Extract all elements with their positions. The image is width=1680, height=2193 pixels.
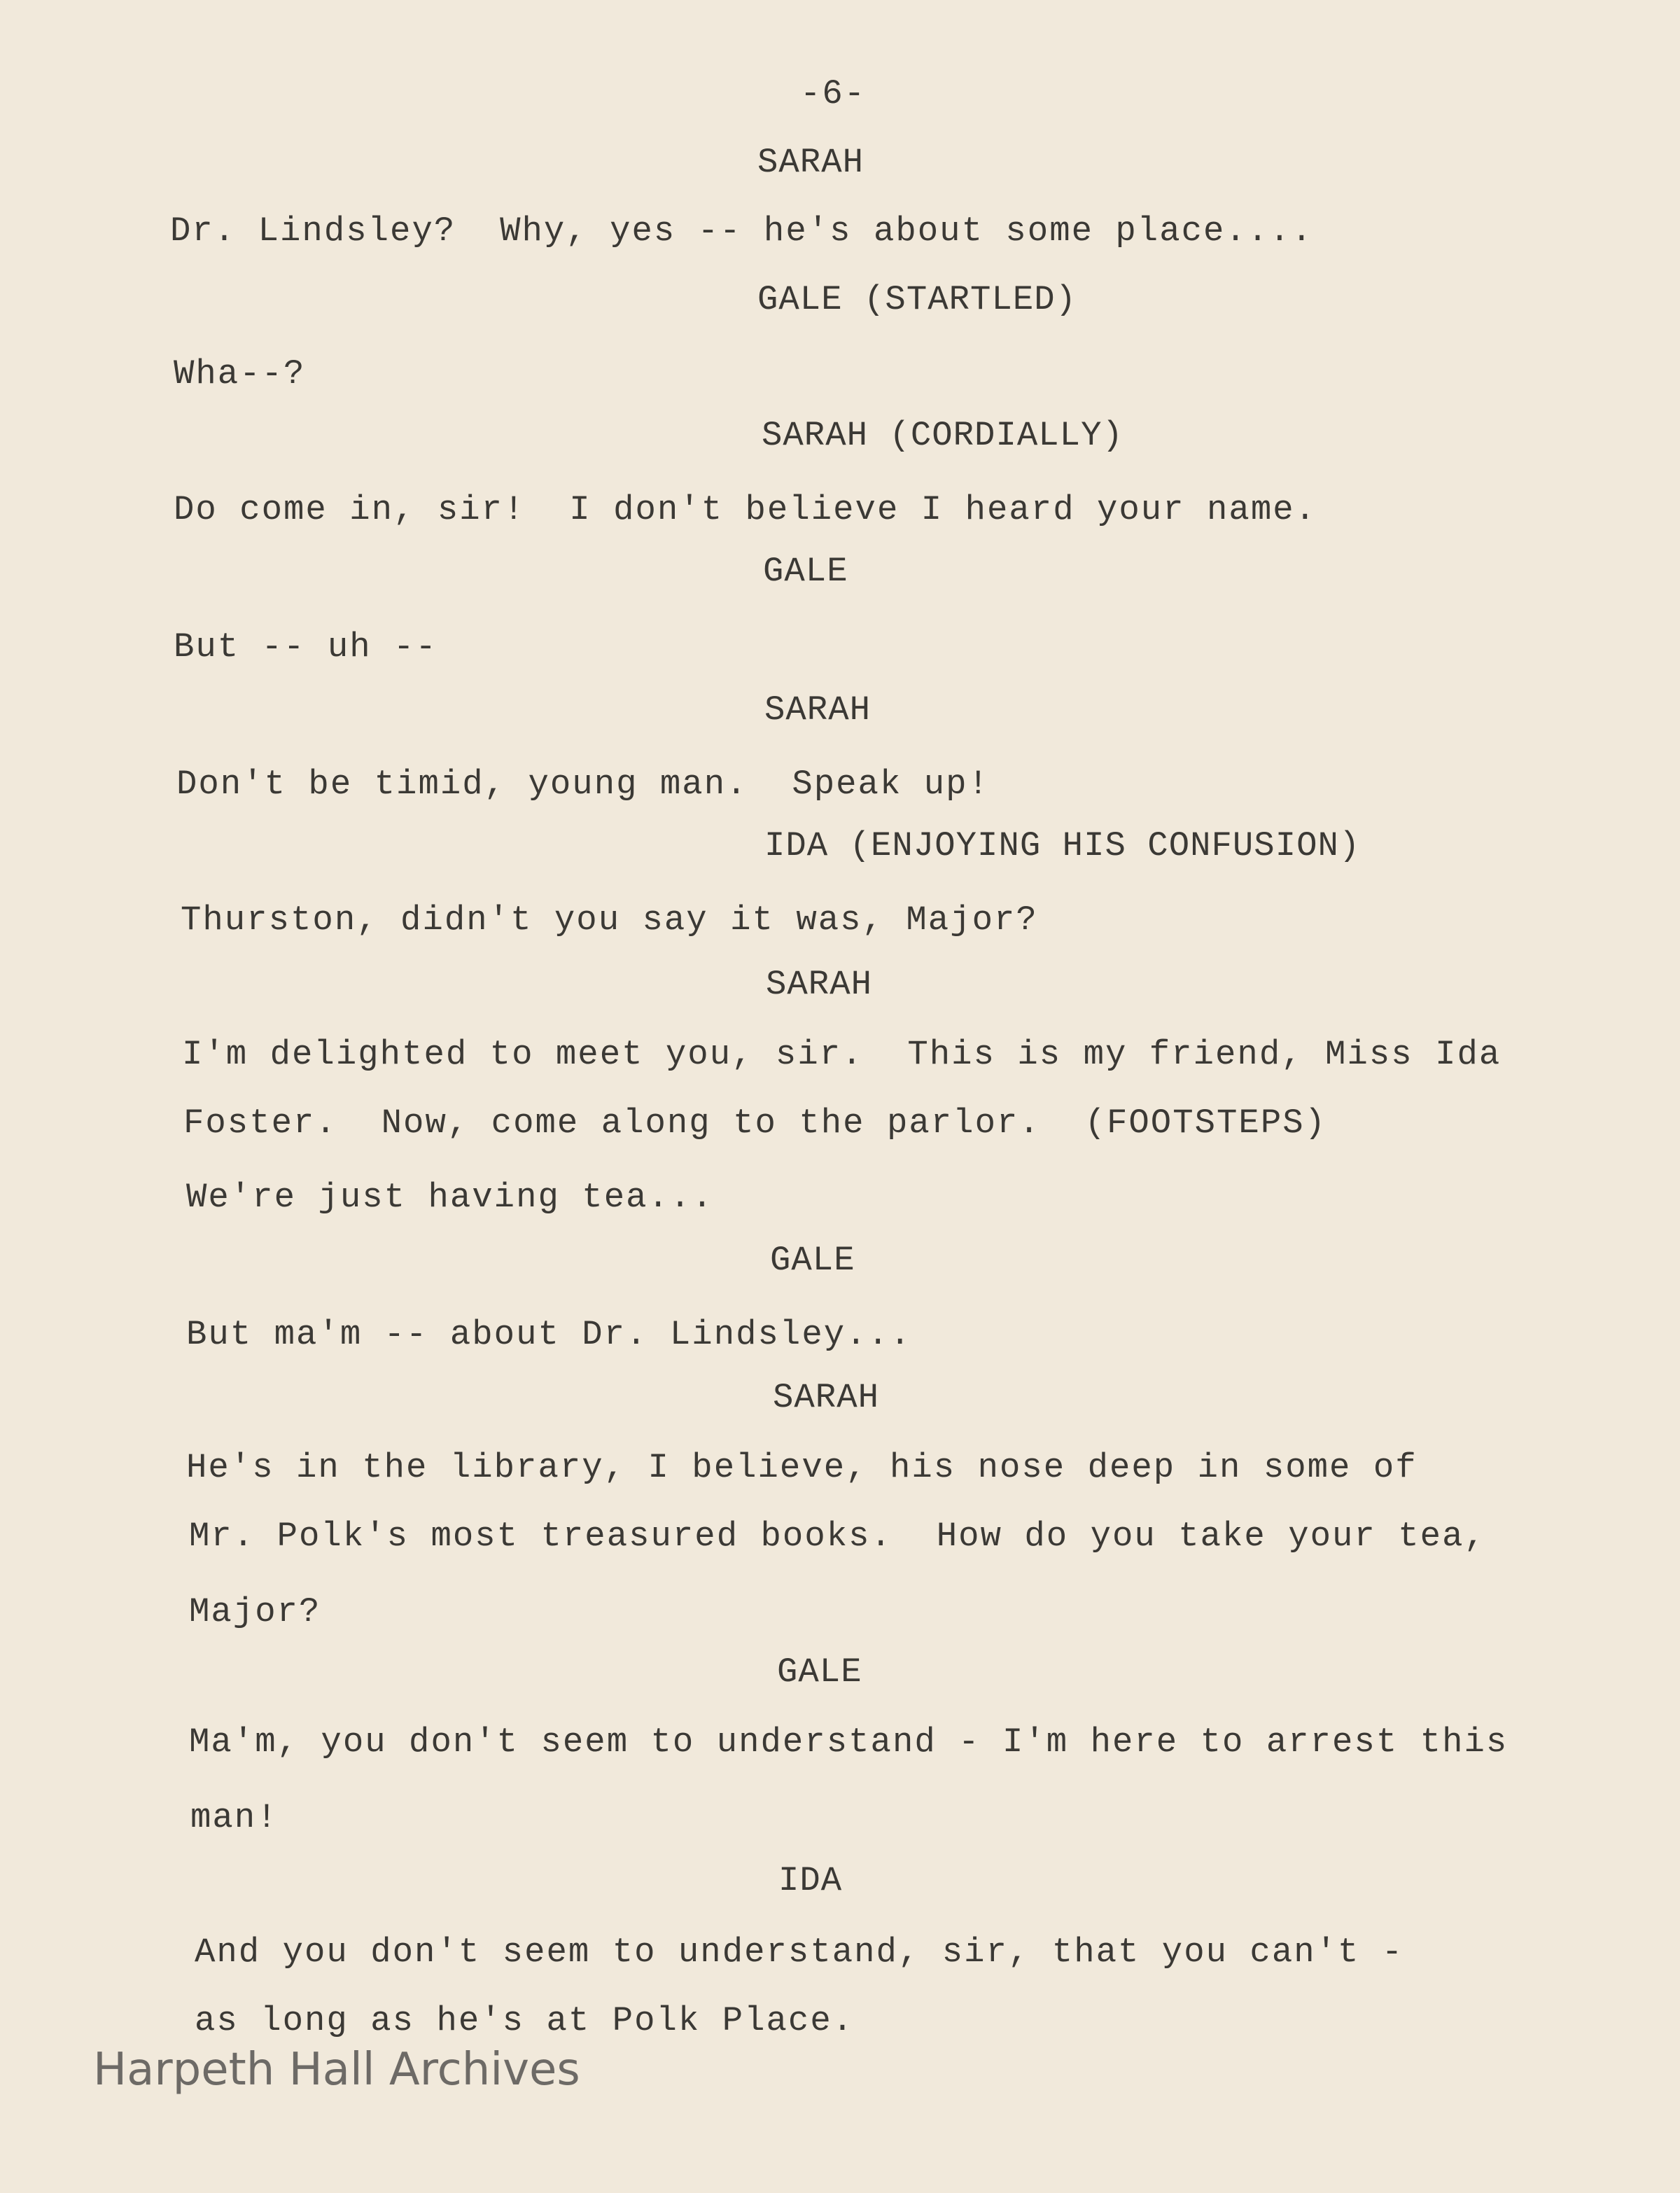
dialogue-line: as long as he's at Polk Place. [195,2001,855,2040]
dialogue-line: Dr. Lindsley? Why, yes -- he's about some place.... [170,211,1314,251]
dialogue-line: But ma'm -- about Dr. Lindsley... [186,1315,912,1354]
speaker-cue: SARAH [757,143,864,182]
dialogue-line: We're just having tea... [186,1178,714,1217]
dialogue-line: Wha--? [174,354,306,394]
dialogue-line: Thurston, didn't you say it was, Major? [181,900,1038,940]
dialogue-line: Don't be timid, young man. Speak up! [176,765,990,804]
speaker-cue: SARAH [766,965,873,1004]
speaker-cue: SARAH [773,1378,880,1417]
archive-watermark: Harpeth Hall Archives [93,2044,580,2096]
speaker-cue: GALE (STARTLED) [757,280,1077,319]
speaker-cue: SARAH [764,690,872,730]
speaker-cue: GALE [763,552,848,591]
dialogue-line: Do come in, sir! I don't believe I heard your name. [174,490,1317,529]
dialogue-line: I'm delighted to meet you, sir. This is my friend, Miss Ida [182,1035,1502,1074]
dialogue-line: man! [190,1798,279,1837]
dialogue-line: And you don't seem to understand, sir, that you can't - [195,1933,1404,1972]
speaker-cue: GALE [777,1652,862,1692]
dialogue-line: Mr. Polk's most treasured books. How do you take your tea, [189,1517,1486,1556]
dialogue-line: Ma'm, you don't seem to understand - I'm here to arrest this [189,1722,1508,1762]
speaker-cue: SARAH (CORDIALLY) [762,416,1124,455]
speaker-cue: IDA [778,1861,843,1900]
speaker-cue: IDA (ENJOYING HIS CONFUSION) [764,826,1361,865]
dialogue-line: He's in the library, I believe, his nose deep in some of [186,1448,1418,1487]
dialogue-line: Major? [189,1592,321,1631]
dialogue-line: Foster. Now, come along to the parlor. (FOOTSTEPS) [183,1104,1327,1143]
page-number: -6- [800,74,867,113]
dialogue-line: But -- uh -- [174,627,438,667]
speaker-cue: GALE [770,1241,855,1280]
